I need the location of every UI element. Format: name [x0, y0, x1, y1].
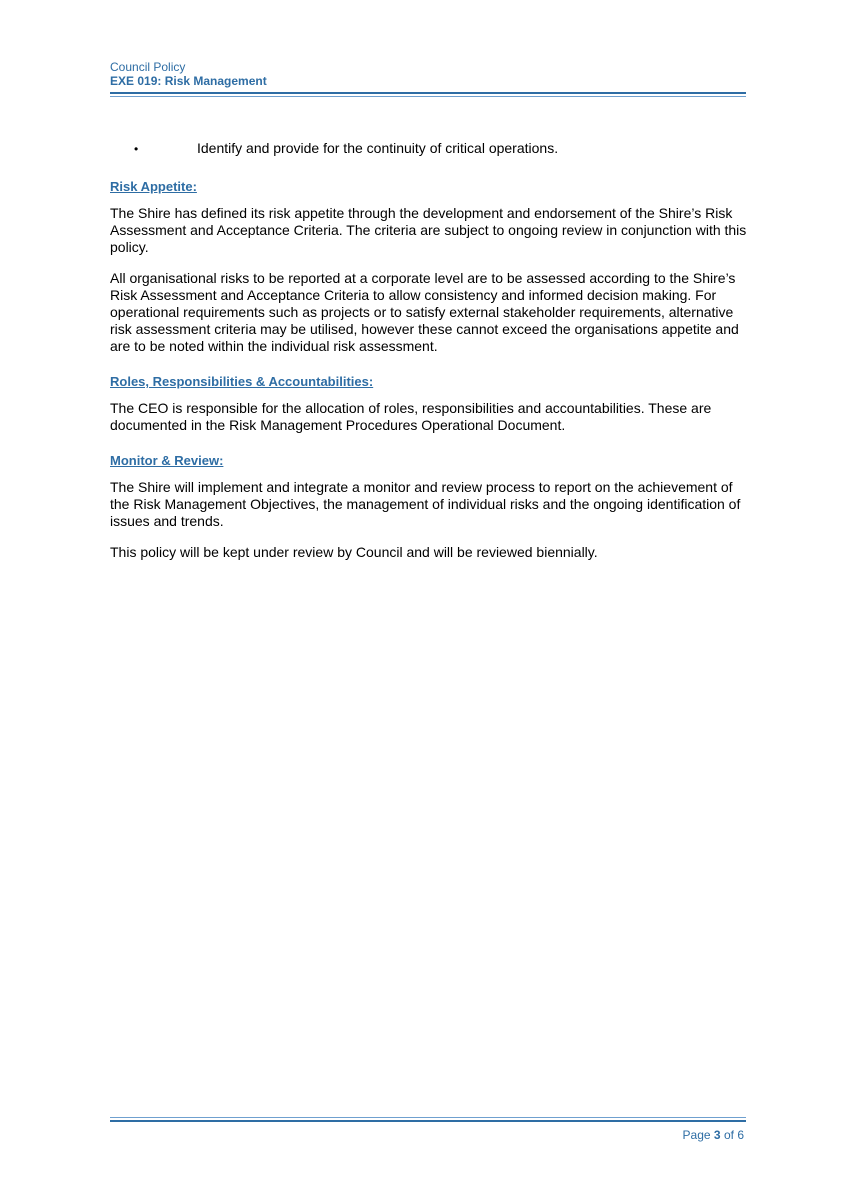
paragraph: All organisational risks to be reported at a corporate level are to be assessed according to the Shire’s Risk Assessment and Acceptance Criteria to allow consistency and informed decision making. For operational requirements such as projects or to satisfy external stakeholder requirements, alternative risk assessment criteria may be utilised, however these cannot exceed the organisations appetite and are to be noted within the individual risk assessment.	[110, 270, 739, 354]
footer-rule-thick	[110, 1120, 746, 1122]
bullet-item	[110, 140, 750, 160]
header-rule-thin	[110, 96, 746, 97]
section-roles-responsibilities	[110, 373, 750, 434]
bullet-text: Identify and provide for the continuity of critical operations.	[197, 140, 559, 156]
page-total: 6	[737, 1128, 744, 1142]
footer-rule-thin	[110, 1117, 746, 1118]
section-risk-appetite	[110, 178, 750, 355]
paragraph: This policy will be kept under review by Council and will be reviewed biennially.	[110, 544, 598, 560]
section-heading: Roles, Responsibilities & Accountabilities:	[110, 374, 374, 389]
document-header	[110, 60, 746, 88]
section-heading: Monitor & Review:	[110, 453, 224, 468]
section-heading: Risk Appetite:	[110, 179, 197, 194]
header-kicker: Council Policy	[110, 60, 186, 74]
header-rule-thick	[110, 92, 746, 94]
header-title: EXE 019: Risk Management	[110, 74, 267, 88]
paragraph: The Shire has defined its risk appetite through the development and endorsement of the Shire’s Risk Assessment and Acceptance Criteria. The criteria are subject to ongoing review in conjunction with this policy.	[110, 205, 747, 255]
bullet-mark: •	[134, 142, 139, 156]
paragraph: The Shire will implement and integrate a monitor and review process to report on the achievement of the Risk Management Objectives, the management of individual risks and the ongoing identification of issues and trends.	[110, 479, 741, 529]
page-number-footer	[683, 1128, 744, 1142]
document-body	[110, 140, 750, 575]
page-word: Page	[682, 1128, 711, 1142]
paragraph: The CEO is responsible for the allocation of roles, responsibilities and accountabilities. These are documented in the Risk Management Procedures Operational Document.	[110, 400, 712, 433]
of-word: of	[723, 1128, 734, 1142]
page-number: 3	[713, 1128, 721, 1142]
section-monitor-review	[110, 452, 750, 561]
